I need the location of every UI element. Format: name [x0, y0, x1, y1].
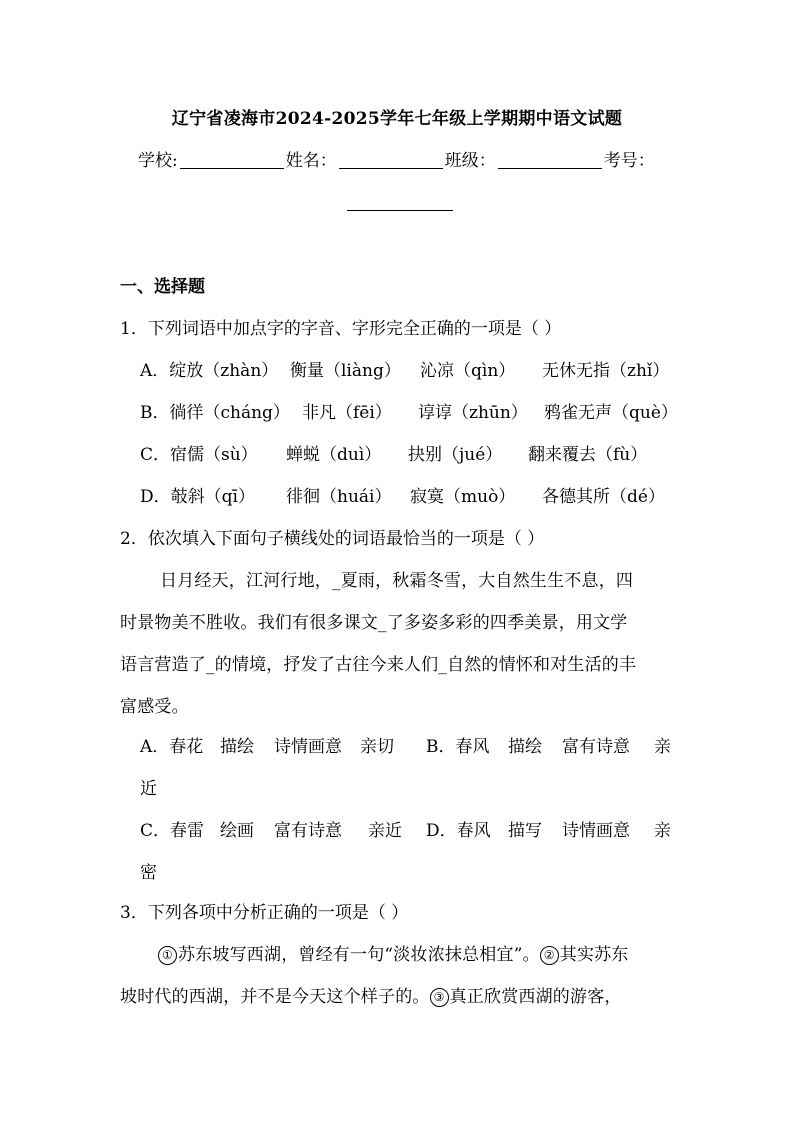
q1-a-item: 衡量（liàng） [290, 361, 401, 381]
q1-option-a [140, 356, 669, 381]
school-field[interactable] [180, 148, 284, 169]
q2-option-item: 诗情画意 [274, 737, 342, 757]
q2-option-item: 亲 [654, 821, 671, 841]
q3-passage-line [158, 940, 629, 965]
q1-c-item: C．宿儒（sù） [140, 445, 258, 465]
q2-option-item: C．春雷 [140, 821, 205, 841]
q3-passage-line [120, 982, 622, 1007]
q2-option-item: 绘画 [220, 821, 254, 841]
q1-b-item: 鸦雀无声（què） [544, 403, 678, 423]
q2-option-item: A．春花 [140, 737, 204, 757]
q3-sentence: 其实苏东 [559, 945, 629, 965]
q2-passage-line: 时景物美不胜收。我们有很多课文_了多姿多彩的四季美景，用文学 [120, 613, 628, 633]
q1-a-item: A．绽放（zhàn） [140, 361, 279, 381]
q2-passage-line: 富感受。 [120, 697, 189, 717]
class-field[interactable] [498, 148, 602, 169]
q2-option-item: 描写 [508, 821, 542, 841]
q1-option-d [140, 482, 665, 507]
q2-option-wrap: 近 [140, 779, 157, 799]
q2-option-item: 诗情画意 [562, 821, 630, 841]
q2-option-item: 描绘 [220, 737, 254, 757]
name-field[interactable] [339, 148, 443, 169]
class-label: 班级： [444, 151, 496, 171]
q1-b-item: B．徜徉（cháng） [140, 403, 290, 423]
q2-option-item: 富有诗意 [562, 737, 630, 757]
q3-sentence: 真正欣赏西湖的游客， [449, 987, 622, 1007]
question-2-stem: 2．依次填入下面句子横线处的词语最恰当的一项是（ ） [120, 529, 545, 549]
q3-sentence: 苏东坡写西湖，曾经有一句“淡妆浓抹总相宜”。 [178, 945, 540, 965]
q2-option-item: D．春风 [426, 821, 491, 841]
section-heading: 一、选择题 [120, 277, 205, 297]
q2-options-ab [140, 732, 671, 757]
q2-options-cd [140, 816, 671, 841]
q1-c-item: 抉别（jué） [408, 445, 503, 465]
q3-sentence: 坡时代的西湖，并不是今天这个样子的。 [120, 987, 430, 1007]
q2-option-item: 亲 [654, 737, 671, 757]
q1-d-item: 徘徊（huái） [286, 487, 392, 507]
q1-a-item: 无休无指（zhǐ） [542, 361, 670, 381]
q2-passage-line: 日月经天，江河行地，_夏雨，秋霜冬雪，大自然生生不息，四 [160, 571, 634, 591]
q2-option-item: 描绘 [508, 737, 542, 757]
q1-a-item: 沁凉（qìn） [420, 361, 516, 381]
q1-d-item: 各德其所（dé） [542, 487, 665, 507]
question-1-stem: 1．下列词语中加点字的字音、字形完全正确的一项是（ ） [120, 319, 562, 339]
q2-passage-line: 语言营造了_的情境，抒发了古往今来人们_自然的情怀和对生活的丰 [120, 655, 637, 675]
q1-option-b [140, 398, 678, 423]
circled-number: ③ [430, 988, 449, 1007]
circled-number: ① [158, 946, 177, 965]
q2-option-wrap: 密 [140, 863, 157, 883]
q1-c-item: 翻来覆去（fù） [528, 445, 648, 465]
q2-option-item: 亲切 [360, 737, 394, 757]
q2-option-item: 富有诗意 [274, 821, 342, 841]
school-label: 学校: [138, 151, 178, 171]
page-title: 辽宁省凌海市2024-2025学年七年级上学期期中语文试题 [171, 109, 623, 129]
question-3-stem: 3．下列各项中分析正确的一项是（ ） [120, 903, 409, 923]
q1-b-item: 非凡（fēi） [302, 403, 392, 423]
id-label: 考号： [603, 151, 655, 171]
student-info-line [138, 146, 655, 171]
q1-d-item: 寂寞（muò） [410, 487, 516, 507]
name-label: 姓名： [285, 151, 337, 171]
q1-b-item: 谆谆（zhūn） [418, 403, 528, 423]
q1-d-item: D．攲斜（qī） [140, 487, 255, 507]
id-field[interactable] [347, 210, 453, 211]
q2-option-item: B．春风 [426, 737, 490, 757]
q1-option-c [140, 440, 647, 465]
q1-c-item: 蝉蜕（duì） [286, 445, 382, 465]
circled-number: ② [540, 946, 559, 965]
q2-option-item: 亲近 [368, 821, 402, 841]
